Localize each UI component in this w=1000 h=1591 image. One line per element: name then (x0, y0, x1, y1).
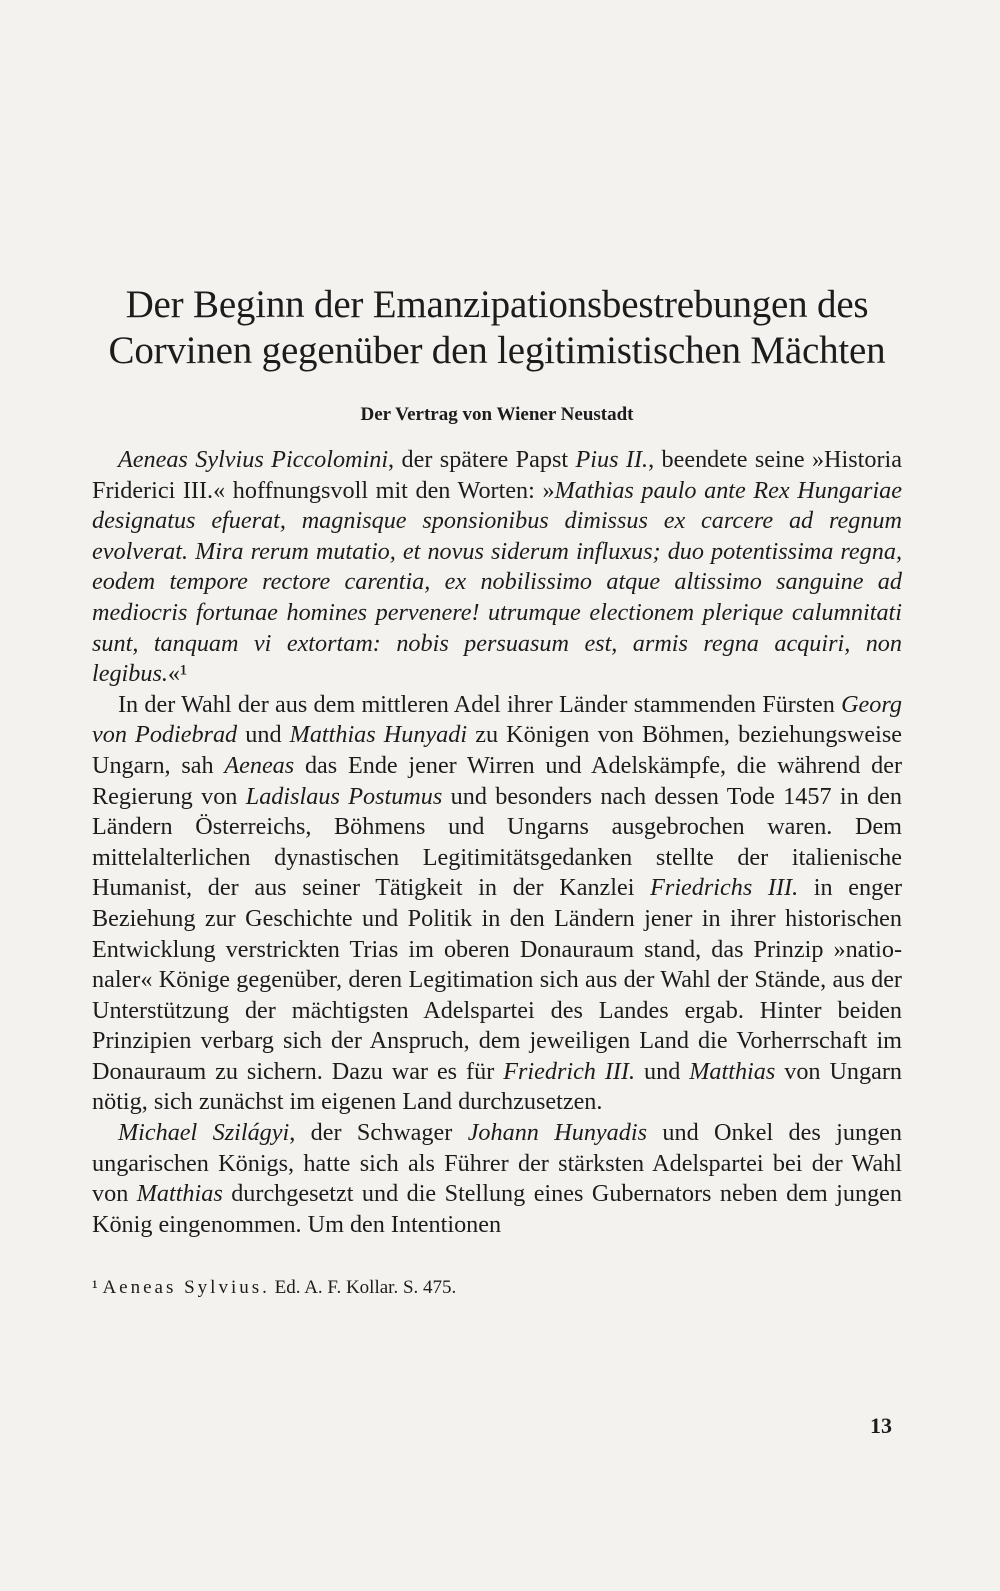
text-segment: durchgesetzt und die Stellung eines Gubernators neben dem jungen König eingenommen. Um den Intentionen (92, 1180, 902, 1238)
italic-segment: Aeneas (224, 751, 295, 779)
text-segment: In der Wahl der aus dem mittleren Adel ihrer Länder stammenden Fürsten (118, 690, 842, 718)
text-segment: und (237, 721, 290, 749)
text-segment: und besonders nach dessen Tode 1457 in den Ländern Österreichs, Böhmens und Ungarns ausgebrochen waren. Dem mittelalterlichen dynastischen Legitimitätsgedanken stellte der italienische Humanist, der aus seiner Tätigkeit in der Kanzlei (92, 782, 902, 902)
italic-segment: Mathias paulo ante Rex Hungariae designatus efuerat, magnisque sponsionibus dimissus ex carcere ad regnum evolverat. Mira rerum mutatio, et novus siderum influxus; duo potentissima regna, eodem tempore rectore carentia, ex nobilissimo atque altissimo sanguine ad mediocris fortunae homines pervenere! utrumque electionem plerique calumnitati sunt, tanquam vi extortam: nobis persuasum est, armis regna acquiri, non legibus. (92, 476, 902, 688)
footnote-marker: ¹ (92, 1277, 98, 1299)
italic-segment: Matthias Hunyadi (289, 721, 468, 749)
text-segment: zu Königen von Böhmen, beziehungsweise Ungarn, sah (92, 721, 902, 779)
section-subtitle: Der Vertrag von Wiener Neustadt (360, 404, 634, 425)
text-segment: von Ungarn nötig, sich zunächst im eigenen Land durchzusetzen. (92, 1057, 903, 1116)
text-segment: und Onkel des jungen ungarischen Königs, hatte sich als Führer der stärksten Adelspartei bei der Wahl von (92, 1119, 902, 1208)
paragraph (92, 445, 902, 690)
italic-segment: Pius II. (575, 446, 649, 473)
page-number: 13 (870, 1413, 892, 1438)
italic-segment: Friedrich III. (503, 1057, 636, 1085)
italic-segment: Aeneas Sylvius Piccolomini (118, 446, 389, 473)
text-segment: , beendete seine »Historia Friderici III.« hoffnungsvoll mit den Worten: » (92, 446, 902, 504)
chapter-title-line-1: Der Beginn der Emanzipationsbestrebungen des (125, 283, 869, 326)
body-text (92, 445, 902, 1240)
text-segment: , der spätere Papst (388, 446, 576, 473)
italic-segment: Matthias (689, 1057, 776, 1085)
italic-segment: Ladislaus Postumus (245, 782, 443, 810)
italic-segment: Michael Szilágyi (118, 1119, 290, 1147)
italic-segment: Friedrichs III. (650, 874, 799, 902)
text-segment: «¹ (167, 660, 188, 688)
footnote-citation: Ed. A. F. Kollar. S. 475. (274, 1277, 457, 1299)
paragraph (92, 690, 902, 1118)
chapter-title (92, 282, 902, 374)
footnote-author: Aeneas Sylvius. (102, 1277, 270, 1299)
footnote (92, 1276, 902, 1300)
text-segment: und (635, 1057, 690, 1085)
page-content (92, 282, 902, 1300)
text-segment: in enger Beziehung zur Geschichte und Politik in den Ländern jener in ihrer historischen Entwicklung verstrickten Trias im oberen Donauraum stand, das Prinzip »nationaler« Könige gegenüber, deren Legitimation sich aus der Wahl der Stände, aus der Unterstützung der mächtigsten Adelspartei des Landes ergab. Hinter beiden Prinzipien verbarg sich der Anspruch, dem jeweiligen Land die Vorherrschaft im Donauraum zu sichern. Dazu war es für (92, 874, 903, 1085)
italic-segment: Matthias (136, 1180, 223, 1208)
italic-segment: Johann Hunyadis (467, 1119, 647, 1147)
text-segment: , der Schwager (289, 1119, 468, 1147)
text-segment: das Ende jener Wirren und Adelskämpfe, die während der Regierung von (92, 751, 902, 810)
chapter-title-line-2: Corvinen gegenüber den legitimistischen Mächten (108, 329, 886, 372)
italic-segment: Georg von Podiebrad (92, 690, 902, 749)
paragraph (92, 1118, 902, 1240)
